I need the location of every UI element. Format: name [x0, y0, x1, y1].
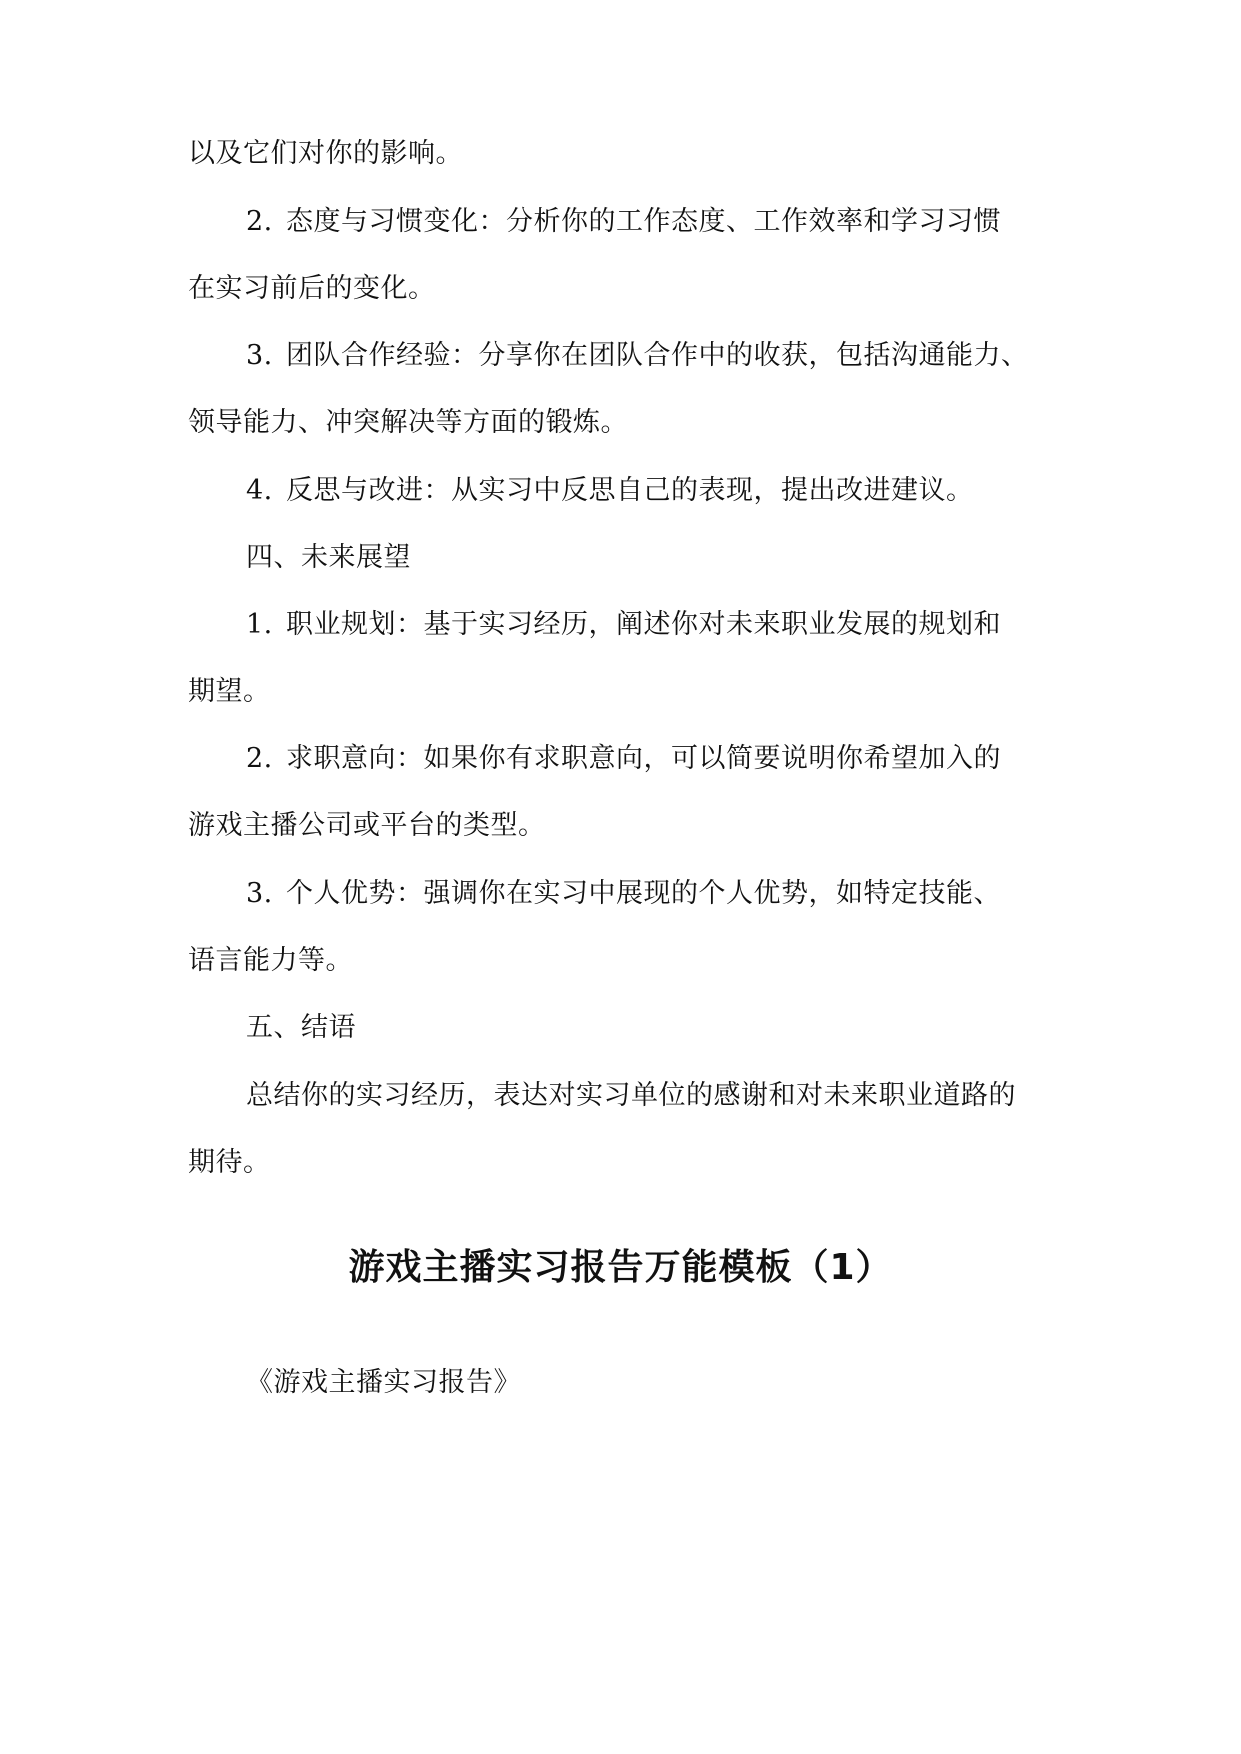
paragraph-line: 游戏主播公司或平台的类型。 [188, 810, 546, 841]
section-heading-conclusion: 五、结语 [246, 1012, 356, 1043]
document-title: 游戏主播实习报告万能模板（1） [348, 1247, 893, 1288]
paragraph-line: 期待。 [188, 1147, 271, 1178]
list-text: 求职意向：如果你有求职意向，可以简要说明你希望加入的 [286, 743, 1001, 774]
list-text: 团队合作经验：分享你在团队合作中的收获，包括沟通能力、 [286, 340, 1029, 371]
paragraph-line: 总结你的实习经历，表达对实习单位的感谢和对未来职业道路的 [246, 1080, 1016, 1111]
list-item-job-intention [246, 741, 1001, 777]
list-number: 3. [246, 878, 273, 909]
section-heading-future: 四、未来展望 [246, 542, 411, 573]
paragraph-line: 语言能力等。 [188, 945, 353, 976]
list-number: 2. [246, 206, 273, 237]
paragraph-line: 以及它们对你的影响。 [188, 138, 463, 169]
paragraph-line: 在实习前后的变化。 [188, 273, 436, 304]
list-text: 个人优势：强调你在实习中展现的个人优势，如特定技能、 [286, 878, 1001, 909]
list-number: 4. [246, 475, 273, 506]
list-item-reflection [246, 473, 974, 509]
list-item-teamwork [246, 338, 1029, 374]
list-number: 2. [246, 743, 273, 774]
list-number: 1. [246, 609, 273, 640]
list-item-personal-strengths [246, 876, 1001, 912]
paragraph-line: 期望。 [188, 676, 271, 707]
list-number: 3. [246, 340, 273, 371]
list-item-attitude-habits [246, 204, 1001, 240]
paragraph-line: 领导能力、冲突解决等方面的锻炼。 [188, 407, 628, 438]
list-item-career-plan [246, 607, 1001, 643]
document-subtitle: 《游戏主播实习报告》 [246, 1367, 521, 1398]
list-text: 职业规划：基于实习经历，阐述你对未来职业发展的规划和 [286, 609, 1001, 640]
list-text: 态度与习惯变化：分析你的工作态度、工作效率和学习习惯 [286, 206, 1001, 237]
list-text: 反思与改进：从实习中反思自己的表现，提出改进建议。 [286, 475, 974, 506]
